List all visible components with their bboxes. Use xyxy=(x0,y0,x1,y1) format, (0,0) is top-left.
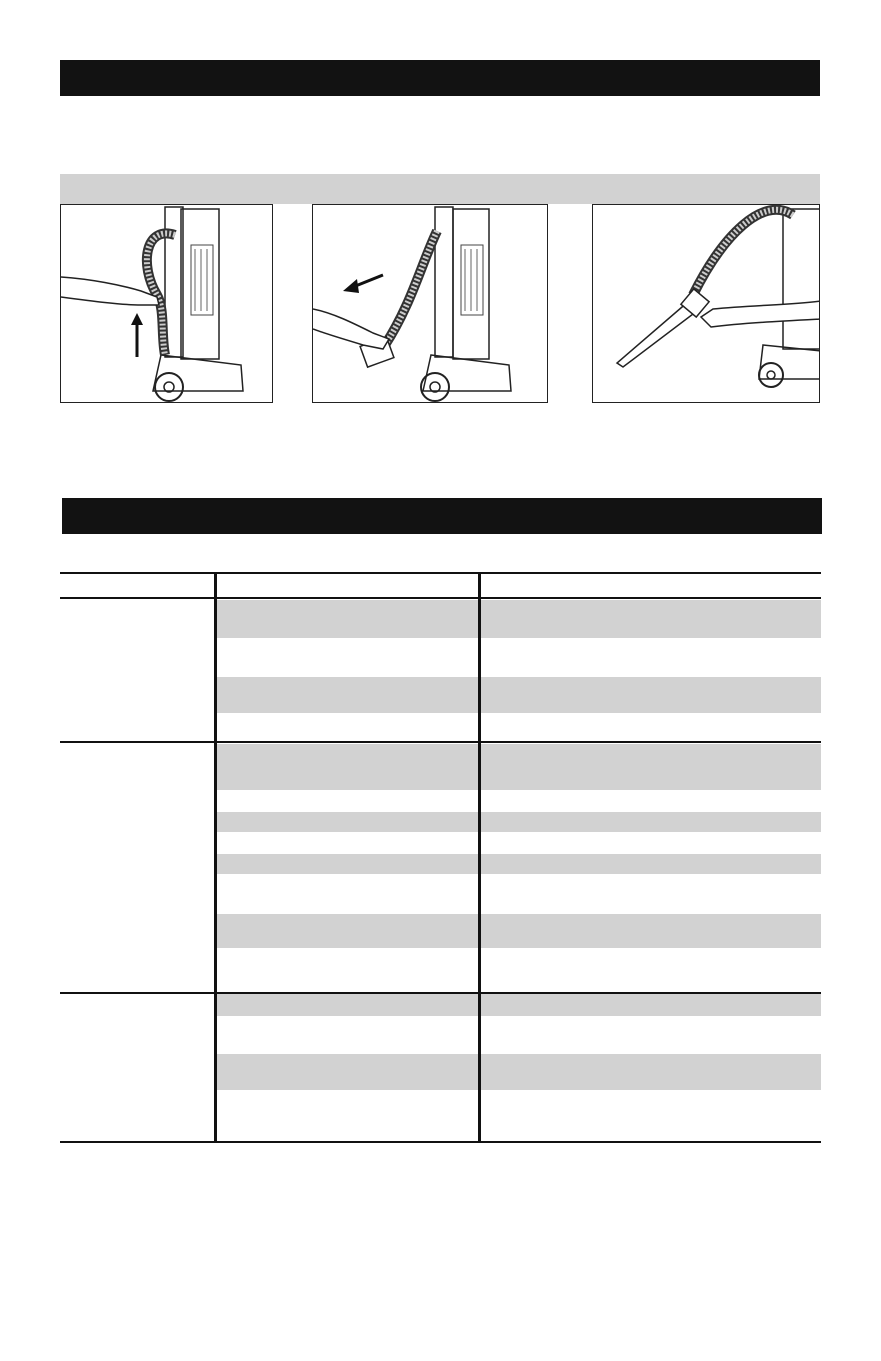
step-3-illustration xyxy=(592,204,820,403)
step-2-illustration xyxy=(312,204,548,403)
hose-lift-icon xyxy=(61,205,273,403)
table-column-divider xyxy=(478,572,481,1143)
table-bottom-border xyxy=(60,1141,821,1143)
step-1-illustration xyxy=(60,204,273,403)
section-header-troubleshooting xyxy=(62,498,822,534)
group-divider xyxy=(60,741,821,743)
table-header-divider xyxy=(60,597,821,599)
table-column-divider xyxy=(214,572,217,1143)
table-row xyxy=(217,812,821,832)
table-row xyxy=(217,1054,821,1090)
table-row xyxy=(217,914,821,948)
group-divider xyxy=(60,992,821,994)
table-row xyxy=(217,854,821,874)
table-row xyxy=(217,677,821,713)
table-row xyxy=(217,600,821,638)
troubleshooting-table xyxy=(60,572,821,1144)
table-row xyxy=(217,994,821,1016)
table-row xyxy=(217,744,821,790)
hose-pull-icon xyxy=(313,205,548,403)
table-top-border xyxy=(60,572,821,574)
crevice-tool-icon xyxy=(593,205,820,403)
